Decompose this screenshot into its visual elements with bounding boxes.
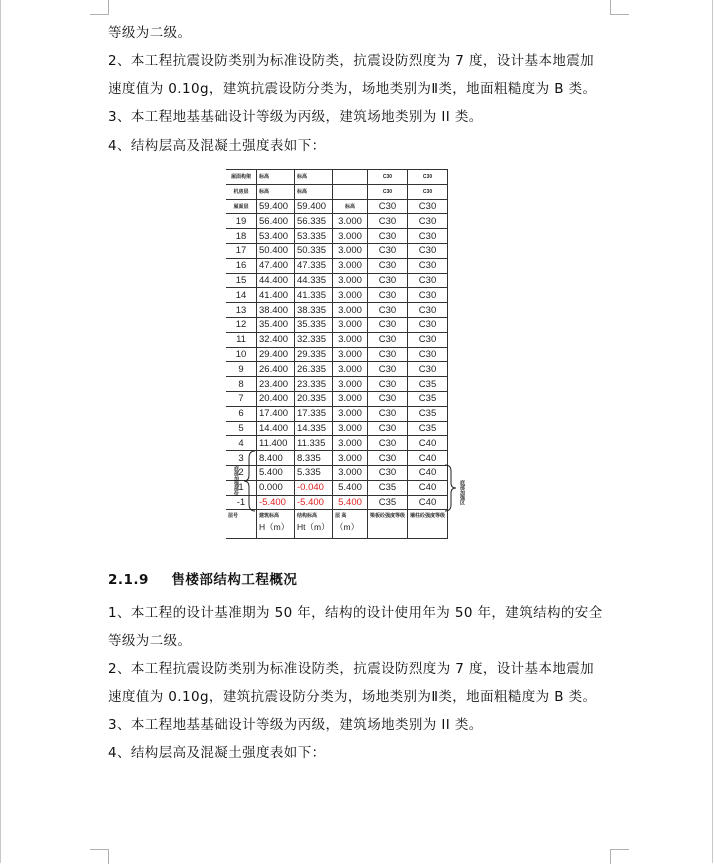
table-row xyxy=(226,184,448,199)
footer-unit: H（m） xyxy=(259,522,290,533)
paragraph-line: 速度值为 0.10g，建筑抗震设防分类为，场地类别为Ⅱ类，地面粗糙度为 B 类。 xyxy=(108,689,597,705)
table-cell: 14 xyxy=(226,288,257,303)
table-cell: C40 xyxy=(408,436,448,451)
table-cell: C30 xyxy=(368,391,408,406)
table-cell: 3.000 xyxy=(333,347,368,362)
table-cell: C30 xyxy=(408,332,448,347)
table-cell: 32.400 xyxy=(257,332,295,347)
table-row xyxy=(226,480,448,495)
table-cell: 3.000 xyxy=(333,273,368,288)
table-cell: 3.000 xyxy=(333,229,368,244)
table-cell: 11.335 xyxy=(295,436,333,451)
table-cell: C30 xyxy=(368,170,408,185)
table-cell: 0.000 xyxy=(257,480,295,495)
table-cell: 17.400 xyxy=(257,406,295,421)
table-cell: 23.335 xyxy=(295,377,333,392)
table-cell: 标高 xyxy=(295,184,333,199)
footer-label: 建筑标高 xyxy=(259,513,280,520)
table-cell: C30 xyxy=(368,347,408,362)
table-cell: C30 xyxy=(368,436,408,451)
footer-label: 层 高 xyxy=(335,513,347,520)
table-row xyxy=(226,243,448,258)
table-cell: C40 xyxy=(408,465,448,480)
table-cell: 14.400 xyxy=(257,421,295,436)
table-cell: 标高 xyxy=(333,199,368,214)
table-row xyxy=(226,229,448,244)
table-row xyxy=(226,332,448,347)
table-cell: 3.000 xyxy=(333,258,368,273)
table-cell: 3.000 xyxy=(333,317,368,332)
table-cell: 59.400 xyxy=(257,199,295,214)
table-row xyxy=(226,214,448,229)
table-row xyxy=(226,377,448,392)
table-cell: 5.400 xyxy=(333,495,368,510)
table-cell: C30 xyxy=(408,362,448,377)
table-cell: C30 xyxy=(368,243,408,258)
table-cell: 38.400 xyxy=(257,303,295,318)
table-cell: C40 xyxy=(408,451,448,466)
table-cell: C30 xyxy=(368,288,408,303)
table-row xyxy=(226,406,448,421)
table-cell: 18 xyxy=(226,229,257,244)
table-cell: 8 xyxy=(226,377,257,392)
table-cell: 35.400 xyxy=(257,317,295,332)
table-cell: 29.335 xyxy=(295,347,333,362)
table-cell: C30 xyxy=(408,288,448,303)
table-cell: C30 xyxy=(368,406,408,421)
table-cell: 机房层 xyxy=(226,184,257,199)
table-cell: 19 xyxy=(226,214,257,229)
table-cell: C30 xyxy=(408,199,448,214)
table-cell: C30 xyxy=(408,229,448,244)
table-cell: C30 xyxy=(368,303,408,318)
table-cell: 标高 xyxy=(295,170,333,185)
table-cell: 3.000 xyxy=(333,406,368,421)
table-cell: 50.335 xyxy=(295,243,333,258)
table-cell: 10 xyxy=(226,347,257,362)
table-cell xyxy=(333,170,368,185)
table-cell: C30 xyxy=(368,258,408,273)
table-row xyxy=(226,258,448,273)
table-cell: 56.400 xyxy=(257,214,295,229)
table-footer-row xyxy=(226,510,448,539)
table-cell: C30 xyxy=(368,465,408,480)
paragraph-line: 2、本工程抗震设防类别为标准设防类，抗震设防烈度为 7 度，设计基本地震加 xyxy=(108,53,595,69)
footer-unit: （m） xyxy=(335,522,360,533)
table-cell: 12 xyxy=(226,317,257,332)
paragraph-line: 4、结构层高及混凝土强度表如下： xyxy=(108,138,326,154)
table-cell: 5.400 xyxy=(257,465,295,480)
table-cell: C30 xyxy=(368,362,408,377)
table-row xyxy=(226,362,448,377)
table-cell: C30 xyxy=(368,184,408,199)
table-cell: 标高 xyxy=(257,170,295,185)
table-cell: 3.000 xyxy=(333,288,368,303)
table-cell: 3.000 xyxy=(333,451,368,466)
table-cell: C35 xyxy=(408,377,448,392)
table-cell: C30 xyxy=(368,377,408,392)
left-brace xyxy=(243,450,257,512)
table-cell: 4 xyxy=(226,436,257,451)
right-brace-label: 底部加强区 xyxy=(459,480,465,505)
table-cell: 3.000 xyxy=(333,391,368,406)
table-cell: 38.335 xyxy=(295,303,333,318)
page-corner-mark-top-left xyxy=(90,0,109,15)
table-cell: -1 xyxy=(226,495,257,510)
footer-label: 结构标高 xyxy=(297,513,318,520)
table-cell: C30 xyxy=(408,258,448,273)
table-cell: C30 xyxy=(408,273,448,288)
table-row xyxy=(226,421,448,436)
floor-height-concrete-table xyxy=(226,169,448,539)
paragraph-line: 3、本工程地基基础设计等级为丙级，建筑场地类别为 II 类。 xyxy=(108,717,483,733)
table-cell: 13 xyxy=(226,303,257,318)
paragraph-line: 2、本工程抗震设防类别为标准设防类，抗震设防烈度为 7 度，设计基本地震加 xyxy=(108,661,595,677)
table-footer-cell xyxy=(333,510,368,539)
table-row xyxy=(226,303,448,318)
table-cell: 5.335 xyxy=(295,465,333,480)
table-cell: 3.000 xyxy=(333,214,368,229)
table-cell: 标高 xyxy=(257,184,295,199)
table-footer-cell xyxy=(408,510,448,539)
page-left-edge xyxy=(0,0,1,863)
page-right-edge xyxy=(712,0,713,863)
table-row xyxy=(226,347,448,362)
table-cell: C30 xyxy=(368,317,408,332)
table-cell: C30 xyxy=(408,170,448,185)
footer-label: 梁板砼强度等级 xyxy=(370,513,406,520)
page-corner-mark-bottom-left xyxy=(90,849,109,864)
footer-unit: Ht（m） xyxy=(297,522,330,533)
table-cell: 14.335 xyxy=(295,421,333,436)
table-row xyxy=(226,317,448,332)
table-cell: C30 xyxy=(408,317,448,332)
table-cell: 29.400 xyxy=(257,347,295,362)
table-footer-cell xyxy=(295,510,333,539)
table-cell: 44.400 xyxy=(257,273,295,288)
table-cell: 41.335 xyxy=(295,288,333,303)
table-cell: 8.335 xyxy=(295,451,333,466)
table-cell: 3.000 xyxy=(333,421,368,436)
table-cell: C30 xyxy=(408,214,448,229)
table-cell: 3.000 xyxy=(333,303,368,318)
table-cell: 15 xyxy=(226,273,257,288)
footer-label: 层号 xyxy=(228,513,239,520)
table-cell: C30 xyxy=(368,273,408,288)
table-cell: 2 xyxy=(226,465,257,480)
table-cell: 3.000 xyxy=(333,436,368,451)
table-cell: 7 xyxy=(226,391,257,406)
table-cell: -5.400 xyxy=(295,495,333,510)
table-cell: C35 xyxy=(408,406,448,421)
table-footer-cell xyxy=(257,510,295,539)
paragraph-line: 等级为二级。 xyxy=(108,633,192,649)
table-cell: 20.400 xyxy=(257,391,295,406)
table-cell: 3.000 xyxy=(333,362,368,377)
table-cell: 17.335 xyxy=(295,406,333,421)
paragraph-line: 3、本工程地基基础设计等级为丙级，建筑场地类别为 II 类。 xyxy=(108,109,483,125)
paragraph-line: 4、结构层高及混凝土强度表如下： xyxy=(108,745,326,761)
table-cell: 32.335 xyxy=(295,332,333,347)
table-cell: 3.000 xyxy=(333,243,368,258)
paragraph-line: 速度值为 0.10g，建筑抗震设防分类为，场地类别为Ⅱ类，地面粗糙度为 B 类。 xyxy=(108,81,597,97)
table-cell: 3.000 xyxy=(333,377,368,392)
table-row xyxy=(226,465,448,480)
table-cell: C30 xyxy=(408,347,448,362)
table-cell: 35.335 xyxy=(295,317,333,332)
table-cell: C30 xyxy=(368,199,408,214)
table-row xyxy=(226,436,448,451)
page-corner-mark-bottom-right xyxy=(610,849,629,864)
table-cell: 23.400 xyxy=(257,377,295,392)
page-corner-mark-top-right xyxy=(610,0,629,15)
table-cell: C35 xyxy=(368,480,408,495)
table-cell: 59.400 xyxy=(295,199,333,214)
table-cell: 3 xyxy=(226,451,257,466)
table-row xyxy=(226,451,448,466)
table-cell: 3.000 xyxy=(333,465,368,480)
table-row xyxy=(226,288,448,303)
right-brace xyxy=(443,464,457,512)
table-cell: C30 xyxy=(408,303,448,318)
footer-label: 墙柱砼强度等级 xyxy=(410,513,446,520)
table-cell: 11 xyxy=(226,332,257,347)
table-cell: 44.335 xyxy=(295,273,333,288)
table-cell: C35 xyxy=(368,495,408,510)
table-cell: C35 xyxy=(408,421,448,436)
table-cell: C30 xyxy=(368,421,408,436)
table-cell: 屋面构架 xyxy=(226,170,257,185)
table-row xyxy=(226,199,448,214)
table-cell: 6 xyxy=(226,406,257,421)
table-cell: 53.335 xyxy=(295,229,333,244)
table-cell: -5.400 xyxy=(257,495,295,510)
table-cell: 8.400 xyxy=(257,451,295,466)
table-cell: 3.000 xyxy=(333,332,368,347)
table-cell: 9 xyxy=(226,362,257,377)
table-cell: 5 xyxy=(226,421,257,436)
section-title: 售楼部结构工程概况 xyxy=(171,572,298,588)
table-cell: C40 xyxy=(408,495,448,510)
table-cell: C30 xyxy=(368,229,408,244)
table-cell: C30 xyxy=(408,243,448,258)
left-brace-label: 底部加强部位 xyxy=(233,466,239,496)
table-cell: 53.400 xyxy=(257,229,295,244)
table-cell: 1 xyxy=(226,480,257,495)
table-row xyxy=(226,170,448,185)
section-number: 2.1.9 xyxy=(108,572,149,588)
table-cell: C40 xyxy=(408,480,448,495)
table-cell: -0.040 xyxy=(295,480,333,495)
table-cell xyxy=(333,184,368,199)
table-cell: 56.335 xyxy=(295,214,333,229)
table-cell: 11.400 xyxy=(257,436,295,451)
table-cell: 41.400 xyxy=(257,288,295,303)
table-row xyxy=(226,495,448,510)
table-cell: 47.400 xyxy=(257,258,295,273)
table-cell: 26.335 xyxy=(295,362,333,377)
table-cell: C30 xyxy=(368,451,408,466)
table-footer-cell xyxy=(368,510,408,539)
table-cell: C30 xyxy=(408,184,448,199)
table-cell: 47.335 xyxy=(295,258,333,273)
table-cell: C30 xyxy=(368,332,408,347)
table-cell: 20.335 xyxy=(295,391,333,406)
table-cell: C35 xyxy=(408,391,448,406)
table-footer-cell xyxy=(226,510,257,539)
table-cell: 屋面层 xyxy=(226,199,257,214)
section-heading xyxy=(108,568,297,588)
table-cell: C30 xyxy=(368,214,408,229)
paragraph-line: 等级为二级。 xyxy=(108,25,192,41)
table-row xyxy=(226,391,448,406)
table-cell: 5.400 xyxy=(333,480,368,495)
table-row xyxy=(226,273,448,288)
table-cell: 17 xyxy=(226,243,257,258)
paragraph-line: 1、本工程的设计基准期为 50 年，结构的设计使用年为 50 年，建筑结构的安全 xyxy=(108,605,603,621)
table-cell: 16 xyxy=(226,258,257,273)
table-cell: 50.400 xyxy=(257,243,295,258)
table-cell: 26.400 xyxy=(257,362,295,377)
